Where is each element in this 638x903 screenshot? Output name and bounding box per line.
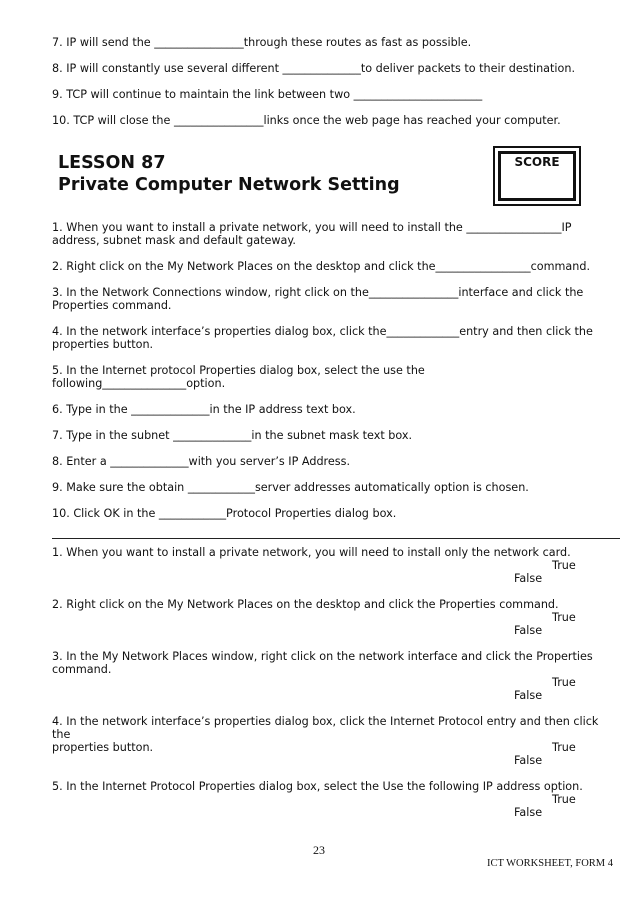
fill-question-7: 7. Type in the subnet ______________in the subnet mask text box. bbox=[52, 429, 413, 442]
tf-question-4: 4. In the network interface’s properties dialog box, click the Internet Protocol entry and then click the properties button. bbox=[52, 715, 599, 754]
footer-label: ICT WORKSHEET, FORM 4 bbox=[486, 858, 613, 869]
question-8-top: 8. IP will constantly use several different ______________to deliver packets to their destination. bbox=[52, 62, 575, 75]
question-10-top: 10. TCP will close the ________________links once the web page has reached your computer. bbox=[52, 114, 561, 127]
fill-question-4: 4. In the network interface’s properties dialog box, click the_____________entry and then click the properties button. bbox=[52, 325, 593, 351]
tf-2-false: False bbox=[514, 624, 543, 637]
fill-question-5: 5. In the Internet protocol Properties dialog box, select the use the following_______________option. bbox=[52, 364, 425, 390]
section-divider bbox=[52, 538, 620, 539]
question-9-top: 9. TCP will continue to maintain the link between two _______________________ bbox=[52, 88, 483, 101]
tf-1-true: True bbox=[552, 559, 576, 572]
question-7-top: 7. IP will send the ________________through these routes as fast as possible. bbox=[52, 36, 472, 49]
tf-5-false: False bbox=[514, 806, 543, 819]
tf-4-true: True bbox=[552, 741, 576, 754]
tf-2-true: True bbox=[552, 611, 576, 624]
lesson-number: LESSON 87 bbox=[58, 153, 166, 173]
fill-question-1: 1. When you want to install a private network, you will need to install the _________________IP address, subnet mask and default gateway. bbox=[52, 221, 572, 247]
tf-5-true: True bbox=[552, 793, 576, 806]
fill-question-10: 10. Click OK in the ____________Protocol Properties dialog box. bbox=[52, 507, 397, 520]
fill-question-3: 3. In the Network Connections window, right click on the________________interface and click the Properties command. bbox=[52, 286, 584, 312]
tf-3-true: True bbox=[552, 676, 576, 689]
tf-question-3: 3. In the My Network Places window, right click on the network interface and click the Properties command. bbox=[52, 650, 593, 676]
fill-question-6: 6. Type in the ______________in the IP address text box. bbox=[52, 403, 356, 416]
page-number: 23 bbox=[313, 843, 325, 857]
fill-question-8: 8. Enter a ______________with you server’s IP Address. bbox=[52, 455, 351, 468]
score-label: SCORE bbox=[514, 155, 560, 169]
tf-question-5: 5. In the Internet Protocol Properties dialog box, select the Use the following IP address option. bbox=[52, 780, 583, 793]
tf-3-false: False bbox=[514, 689, 543, 702]
lesson-heading bbox=[58, 152, 400, 196]
lesson-title: Private Computer Network Setting bbox=[58, 175, 400, 195]
tf-1-false: False bbox=[514, 572, 543, 585]
fill-question-9: 9. Make sure the obtain ____________server addresses automatically option is chosen. bbox=[52, 481, 529, 494]
score-box bbox=[493, 146, 581, 206]
tf-4-false: False bbox=[514, 754, 543, 767]
tf-question-1: 1. When you want to install a private network, you will need to install only the network card. bbox=[52, 546, 571, 559]
fill-question-2: 2. Right click on the My Network Places on the desktop and click the_________________command. bbox=[52, 260, 591, 273]
tf-question-2: 2. Right click on the My Network Places on the desktop and click the Properties command. bbox=[52, 598, 559, 611]
